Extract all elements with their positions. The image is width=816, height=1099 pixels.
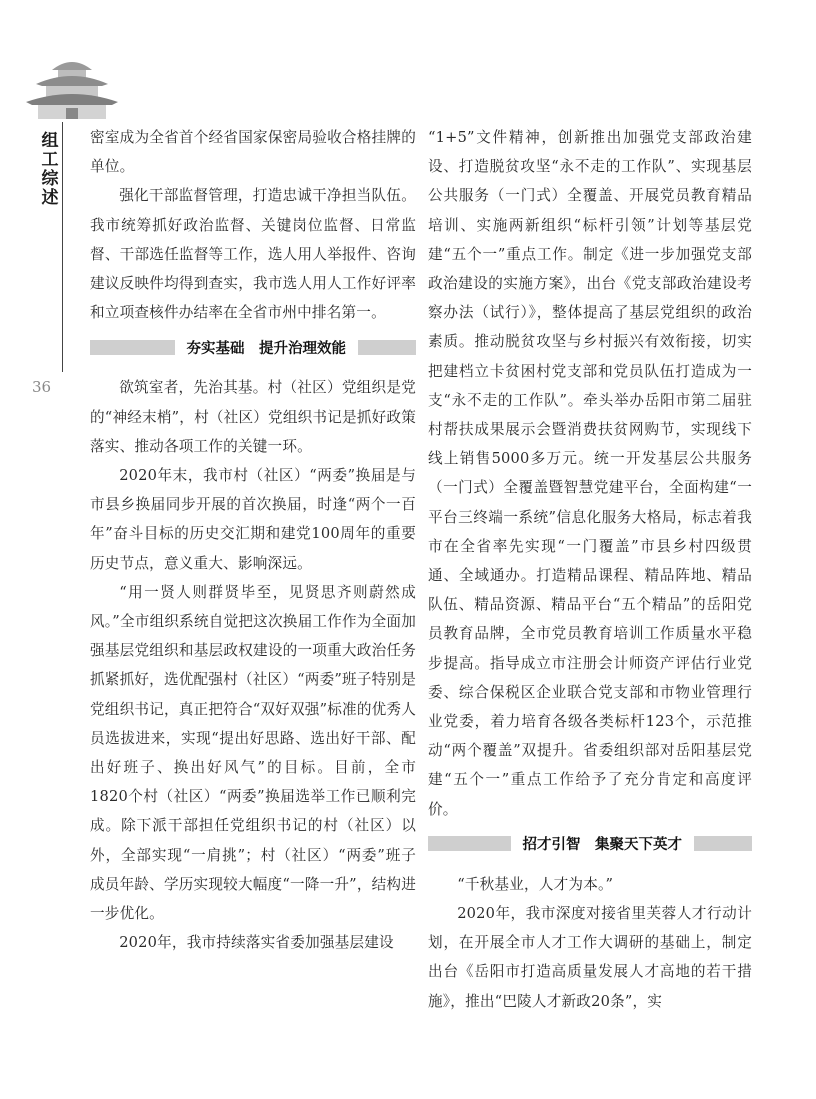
heading-bar-decoration (428, 836, 511, 851)
paragraph: “1+5”文件精神，创新推出加强党支部政治建设、打造脱贫攻坚“永不走的工作队”、实现基层公共服务（一门式）全覆盖、开展党员教育精品培训、实施两新组织“标杆引领”计划等基层党建“五个一”重点工作。制定《进一步加强党支部政治建设的实施方案》，出台《党支部政治建设考察办法（试行）》，整体提高了基层党组织的政治素质。推动脱贫攻坚与乡村振兴有效衔接，切实把建档立卡贫困村党支部和党员队伍打造成为一支“永不走的工作队”。牵头举办岳阳市第二届驻村帮扶成果展示会暨消费扶贫网购节，实现线下线上销售5000多万元。统一开发基层公共服务（一门式）全覆盖暨智慧党建平台，全面构建“一平台三终端一系统”信息化服务大格局，标志着我市在全省率先实现“一门覆盖”市县乡村四级贯通、全域通办。打造精品课程、精品阵地、精品队伍、精品资源、精品平台“五个精品”的岳阳党员教育品牌，全市党员教育培训工作质量水平稳步提高。指导成立市注册会计师资产评估行业党委、综合保税区企业联合党支部和市物业管理行业党委，着力培育各级各类标杆123个，示范推动“两个覆盖”双提升。省委组织部对岳阳基层党建“五个一”重点工作给予了充分肯定和高度评价。 (428, 129, 752, 818)
heading-text: 夯实基础 提升治理效能 (186, 340, 346, 357)
paragraph: 强化干部监督管理，打造忠诚干净担当队伍。我市统筹抓好政治监督、关键岗位监督、日常监督、干部选任监督等工作，选人用人举报件、咨询建议反映件均得到查实，我市选人用人工作好评率和立项查核件办结率在全省市州中排名第一。 (90, 187, 416, 322)
heading-bar-decoration (694, 836, 752, 851)
paragraph: 2020年，我市持续落实省委加强基层建设 (119, 934, 394, 952)
left-column (90, 123, 416, 957)
right-column (428, 123, 752, 1016)
paragraph: 密室成为全省首个经省国家保密局验收合格挂牌的单位。 (90, 129, 416, 176)
paragraph: 2020年末，我市村（社区）“两委”换届是与市县乡换届同步开展的首次换届，时逢“两个一百年”奋斗目标的历史交汇期和建党100周年的重要历史节点，意义重大、影响深远。 (90, 467, 416, 572)
paragraph: 2020年，我市深度对接省里芙蓉人才行动计划，在开展全市人才工作大调研的基础上，制定出台《岳阳市打造高质量发展人才高地的若干措施》，推出“巴陵人才新政20条”，实 (428, 905, 752, 1010)
paragraph: 欲筑室者，先治其基。村（社区）党组织是党的“神经末梢”，村（社区）党组织书记是抓好政策落实、推动各项工作的关键一环。 (90, 379, 416, 455)
paragraph: “千秋基业，人才为本。” (457, 875, 614, 893)
heading-bar-decoration (358, 340, 416, 355)
paragraph: “用一贤人则群贤毕至，见贤思齐则蔚然成风。”全市组织系统自觉把这次换届工作作为全面加强基层党组织和基层政权建设的一项重大政治任务抓紧抓好，选优配强村（社区）“两委”班子特别是党组织书记，真正把符合“双好双强”标准的优秀人员选拔进来，实现“提出好思路、选出好干部、配出好班子、换出好风气”的目标。目前，全市1820个村（社区）“两委”换届选举工作已顺利完成。除下派干部担任党组织书记的村（社区）以外，全部实现“一肩挑”；村（社区）“两委”班子成员年龄、学历实现较大幅度“一降一升”，结构进一步优化。 (90, 583, 416, 923)
heading-bar-decoration (90, 340, 175, 355)
section-divider-line (62, 122, 63, 372)
section-heading-1 (90, 335, 416, 359)
page-number: 36 (32, 378, 52, 396)
section-heading-2 (428, 832, 752, 856)
heading-text: 招才引智 集聚天下英才 (522, 837, 682, 854)
section-label: 组工综述 (41, 131, 59, 208)
pagoda-logo-icon (22, 50, 122, 122)
